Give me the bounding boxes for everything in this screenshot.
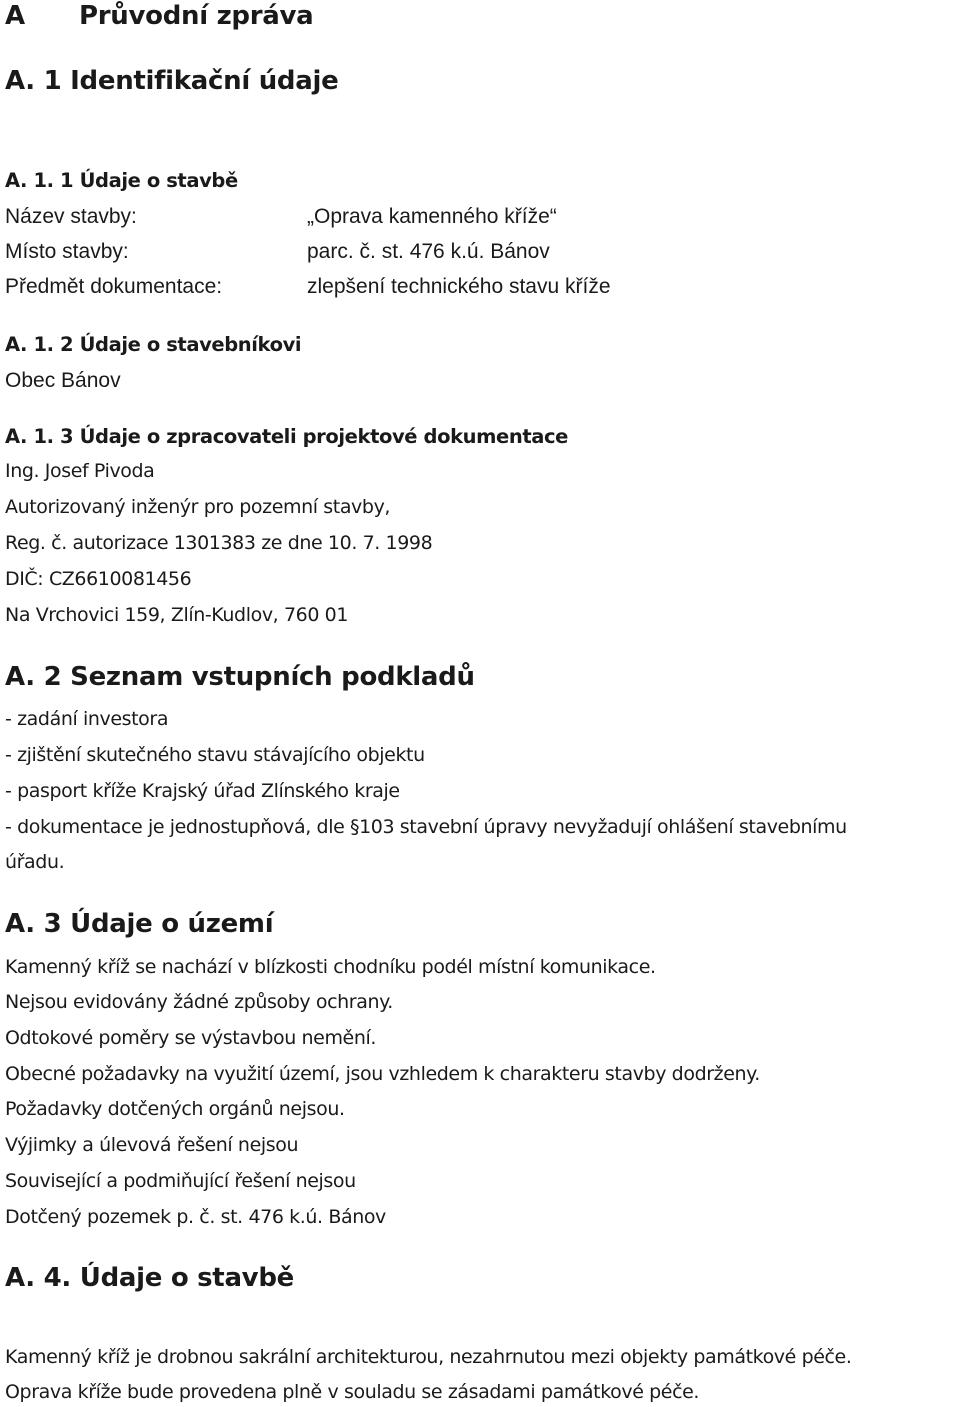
row-label: Předmět dokumentace: <box>5 275 223 298</box>
podklad-line: - zjištění skutečného stavu stávajícího objektu <box>5 744 425 766</box>
uzemi-line: Obecné požadavky na využití území, jsou vzhledem k charakteru stavby dodrženy. <box>5 1063 760 1085</box>
row-predmet-dokumentace <box>5 275 611 298</box>
row-value: parc. č. st. 476 k.ú. Bánov <box>307 240 550 263</box>
heading-a4: A. 4. Údaje o stavbě <box>5 1263 294 1293</box>
heading-a2: A. 2 Seznam vstupních podkladů <box>5 662 475 692</box>
document-title <box>5 3 313 29</box>
zpracovatel-line: Ing. Josef Pivoda <box>5 460 155 482</box>
zpracovatel-line: Na Vrchovici 159, Zlín-Kudlov, 760 01 <box>5 604 349 626</box>
podklad-line: - zadání investora <box>5 708 169 730</box>
stavba-line: Oprava kříže bude provedena plně v souladu se zásadami památkové péče. <box>5 1381 700 1403</box>
heading-a13: A. 1. 3 Údaje o zpracovateli projektové dokumentace <box>5 425 569 448</box>
section-letter: A <box>5 1 25 31</box>
podklad-line: - pasport kříže Krajský úřad Zlínského kraje <box>5 780 400 802</box>
uzemi-line: Výjimky a úlevová řešení nejsou <box>5 1134 299 1156</box>
uzemi-line: Nejsou evidovány žádné způsoby ochrany. <box>5 991 393 1013</box>
row-misto-stavby <box>5 240 550 263</box>
uzemi-line: Odtokové poměry se výstavbou nemění. <box>5 1027 376 1049</box>
uzemi-line: Požadavky dotčených orgánů nejsou. <box>5 1098 345 1120</box>
heading-a12: A. 1. 2 Údaje o stavebníkovi <box>5 333 302 356</box>
section-title: Průvodní zpráva <box>79 1 314 31</box>
stavba-line: Kamenný kříž je drobnou sakrální architekturou, nezahrnutou mezi objekty památkové péče. <box>5 1346 852 1368</box>
podklad-line: - dokumentace je jednostupňová, dle §103 stavební úpravy nevyžadují ohlášení stavebnímu <box>5 816 847 838</box>
zpracovatel-line: Autorizovaný inženýr pro pozemní stavby, <box>5 496 391 518</box>
row-label: Místo stavby: <box>5 240 129 263</box>
row-value: zlepšení technického stavu kříže <box>307 275 611 298</box>
heading-a1: A. 1 Identifikační údaje <box>5 66 339 96</box>
stavebnik-text: Obec Bánov <box>5 369 121 392</box>
uzemi-line: Kamenný kříž se nachází v blízkosti chodníku podél místní komunikace. <box>5 956 656 978</box>
zpracovatel-line: Reg. č. autorizace 1301383 ze dne 10. 7. 1998 <box>5 532 433 554</box>
uzemi-line: Související a podmiňující řešení nejsou <box>5 1170 356 1192</box>
heading-a3: A. 3 Údaje o území <box>5 909 274 939</box>
podklad-line: úřadu. <box>5 851 65 873</box>
row-nazev-stavby <box>5 205 557 228</box>
row-value: „Oprava kamenného kříže“ <box>307 205 557 228</box>
zpracovatel-line: DIČ: CZ6610081456 <box>5 568 192 590</box>
uzemi-line: Dotčený pozemek p. č. st. 476 k.ú. Bánov <box>5 1206 386 1228</box>
heading-a11: A. 1. 1 Údaje o stavbě <box>5 169 238 192</box>
row-label: Název stavby: <box>5 205 137 228</box>
